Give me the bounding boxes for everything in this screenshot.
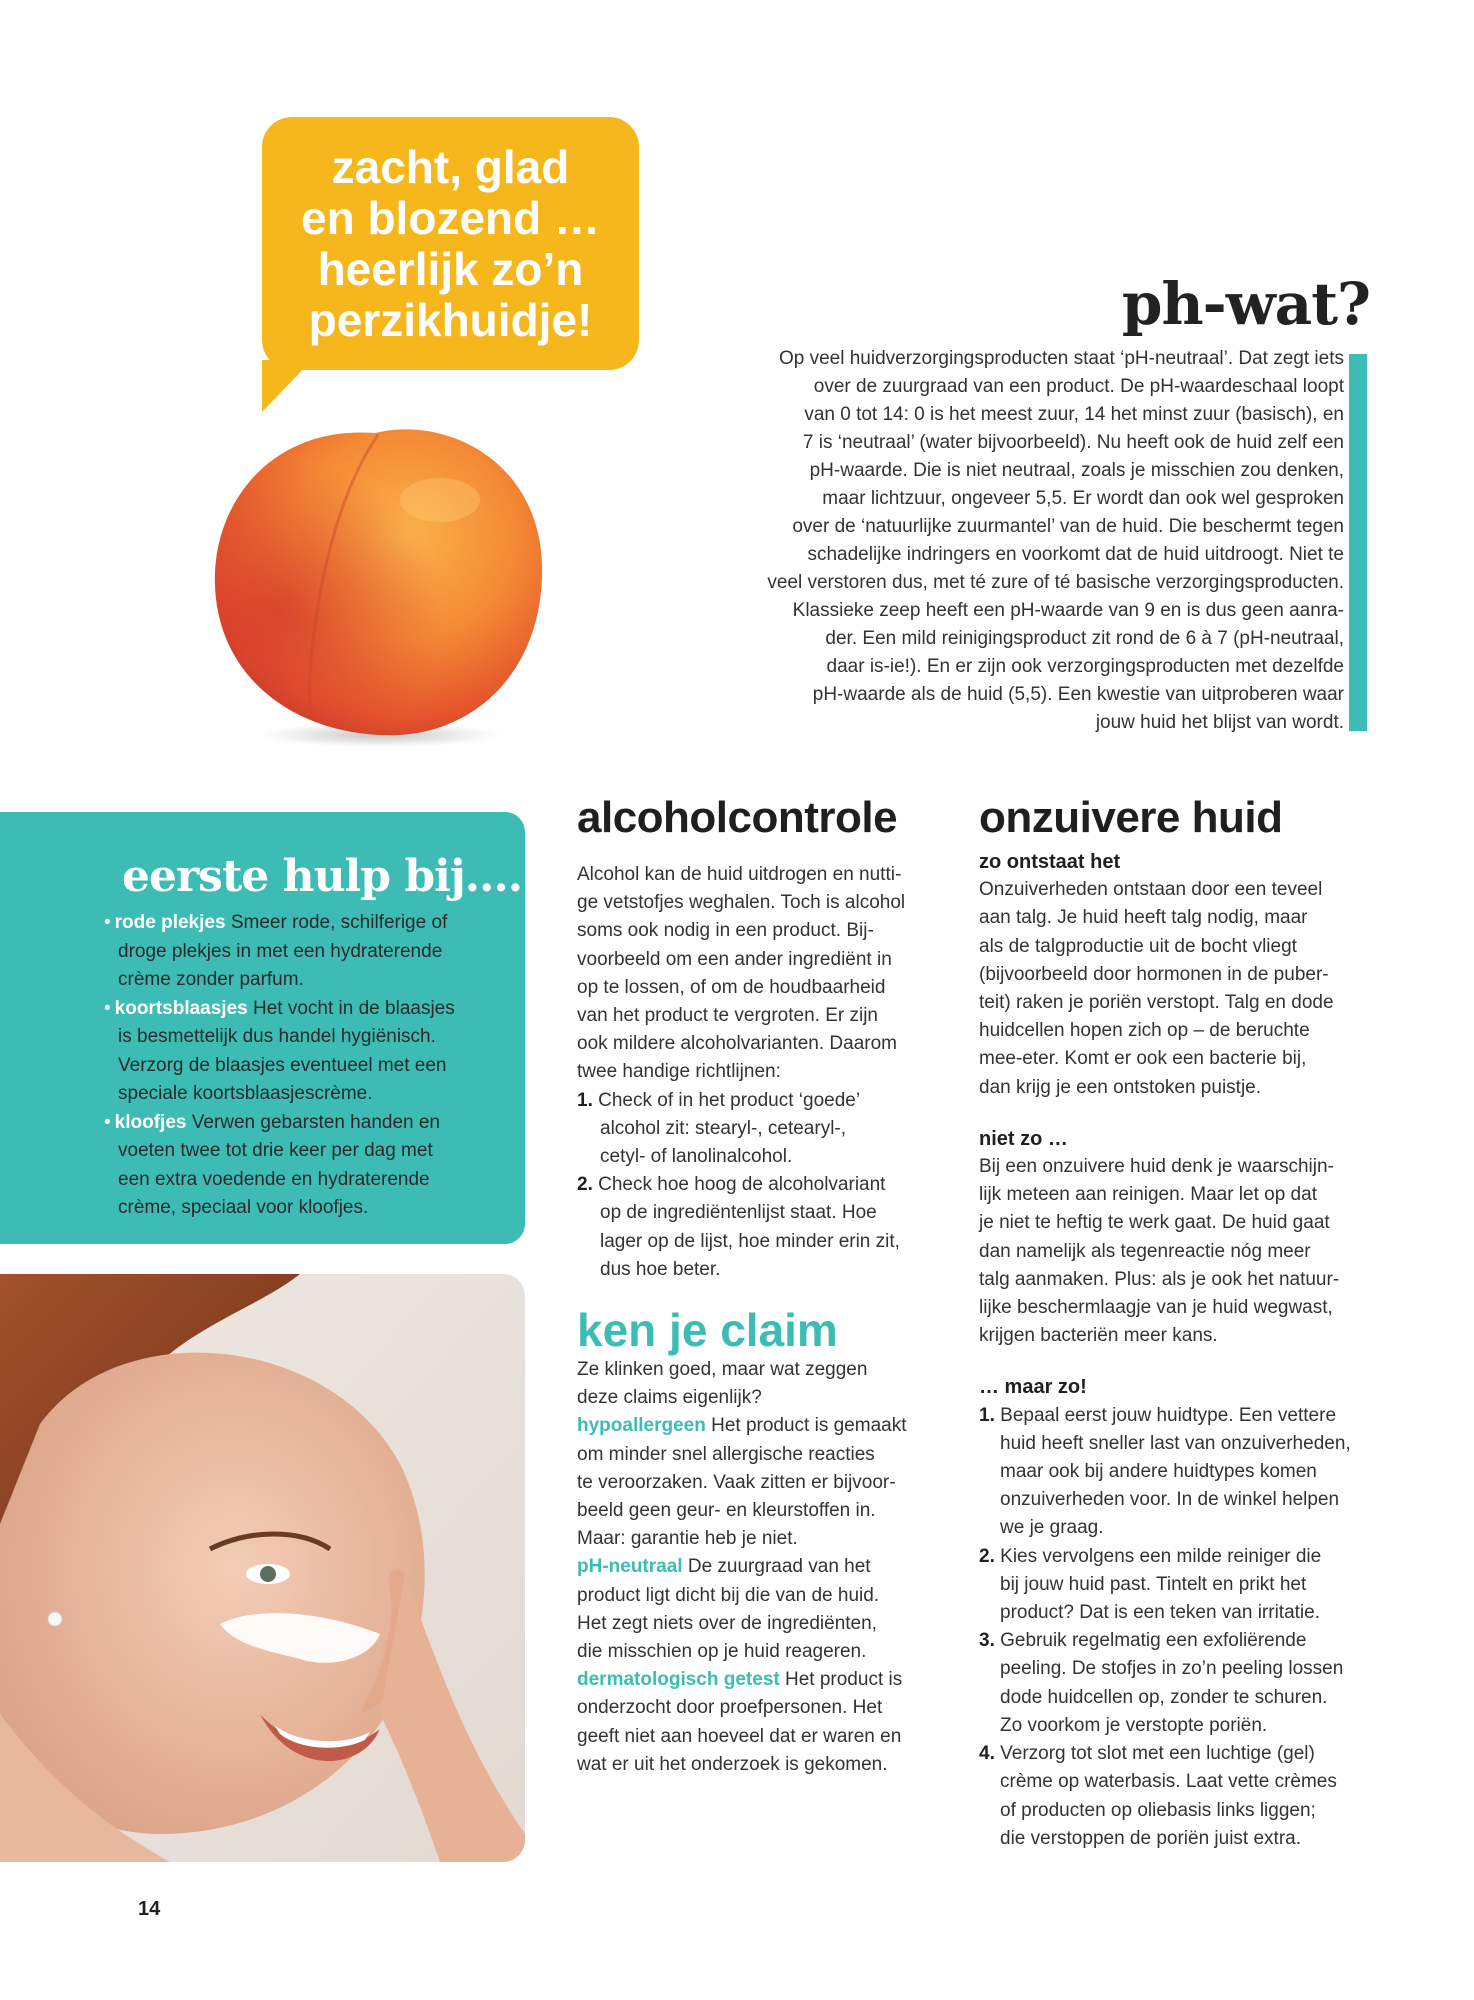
phwat-line: der. Een mild reinigingsproduct zit rond de 6 à 7 (pH-neutraal,	[825, 628, 1344, 649]
phwat-line: daar is-ie!). En er zijn ook verzorgingsproducten met dezelfde	[826, 656, 1344, 677]
claim-item: pH-neutraal De zuurgraad van het	[577, 1556, 871, 1578]
claim-item: dermatologisch getest Het product is	[577, 1669, 903, 1691]
phwat-line: pH-waarde als de huid (5,5). Een kwestie van uitproberen waar	[812, 684, 1344, 705]
subheading: … maar zo!	[979, 1376, 1087, 1399]
alcohol-title: alcoholcontrole	[577, 793, 898, 842]
quote-line: zacht, glad	[331, 140, 570, 193]
bullet-icon: •	[104, 912, 111, 933]
phwat-line: Op veel huidverzorgingsproducten staat ‘pH-neutraal’. Dat zegt iets	[778, 348, 1344, 369]
keyword: hypoallergeen	[577, 1415, 706, 1437]
phwat-line: Klassieke zeep heeft een pH-waarde van 9 en is dus geen aanra-	[792, 600, 1344, 621]
first-aid-list: • rode plekjes Smeer rode, schilferige of droge plekjes in met een hydraterende crème zonder parfum. • koortsblaasjes Het vocht in de blaasjes is besmettelijk dus handel hygiënisch. Verzorg de blaasjes eventueel met een speciale koortsblaasjescrème. • kloofjes Verwen gebarsten handen en voeten twee tot drie keer per dag met een extra voedende en hydraterende crème, speciaal voor kloofjes.	[104, 909, 504, 1223]
keyword: dermatologisch getest	[577, 1669, 780, 1691]
list-item: 2. Kies vervolgens een milde reiniger die	[979, 1545, 1322, 1567]
phwat-line: van 0 tot 14: 0 is het meest zuur, 14 het minst zuur (basisch), en	[804, 404, 1344, 425]
claim-title: ken je claim	[577, 1304, 838, 1356]
alcohol-body: Alcohol kan de huid uitdrogen en nutti- ge vetstofjes weghalen. Toch is alcohol soms ook nodig in een product. Bij- voorbeeld om een ander ingrediënt in op te lossen, of om de houdbaarheid van het product te vergroten. Er zijn ook mildere alcoholvarianten. Daarom twee handige richtlijnen: 1. Check of in het product ‘goede’ alcohol zit: stearyl-, cetearyl-, cetyl- of lanolinalcohol. 2. Check hoe hoog de alcoholvariant op de ingrediëntenlijst staat. Hoe lager op de lijst, hoe minder erin zit, dus hoe beter.	[577, 861, 937, 1284]
quote-line: en blozend …	[301, 191, 600, 244]
phwat-title: ph-wat?	[1121, 270, 1370, 338]
list-item: 1. Bepaal eerst jouw huidtype. Een vettere	[979, 1404, 1337, 1426]
phwat-line: over de zuurgraad van een product. De pH-waardeschaal loopt	[813, 376, 1344, 397]
bullet-icon: •	[104, 997, 111, 1019]
list-item: 3. Gebruik regelmatig een exfoliërende	[979, 1630, 1307, 1652]
list-item: 1. Check of in het product ‘goede’	[577, 1089, 861, 1111]
accent-bar	[1349, 354, 1367, 731]
phwat-line: 7 is ‘neutraal’ (water bijvoorbeeld). Nu heeft ook de huid zelf een	[802, 432, 1344, 453]
list-item: • kloofjes Verwen gebarsten handen en	[104, 1111, 440, 1133]
keyword: kloofjes	[114, 1111, 187, 1133]
page-number: 14	[138, 1898, 161, 1920]
subheading: zo ontstaat het	[979, 851, 1121, 873]
list-item: • rode plekjes Smeer rode, schilferige of	[104, 912, 448, 933]
bullet-icon: •	[104, 1111, 111, 1133]
first-aid-title: eerste hulp bij….	[122, 851, 523, 902]
keyword: pH-neutraal	[577, 1556, 683, 1578]
quote-text	[281, 142, 620, 346]
woman-photo	[0, 1274, 525, 1862]
phwat-body	[704, 345, 1344, 737]
list-item: 2. Check hoe hoog de alcoholvariant	[577, 1174, 886, 1196]
subheading: niet zo …	[979, 1127, 1068, 1150]
phwat-line: schadelijke indringers en voorkomt dat de huid uitdroogt. Niet te	[807, 544, 1344, 565]
claim-body: Ze klinken goed, maar wat zeggen deze claims eigenlijk? hypoallergeen Het product is gemaakt om minder snel allergische reacties te veroorzaken. Vaak zitten er bijvoor- beeld geen geur- en kleurstoffen in. Maar: garantie heb je niet. pH-neutraal De zuurgraad van het product ligt dicht bij die van de huid. Het zegt niets over de ingrediënten, die misschien op je huid reageren. dermatologisch getest Het product is onderzocht door proefpersonen. Het geeft niet aan hoeveel dat er waren en wat er uit het onderzoek is gekomen.	[577, 1356, 937, 1779]
quote-line: perzikhuidje!	[308, 293, 593, 346]
keyword: rode plekjes	[114, 912, 226, 933]
phwat-line: jouw huid het blijst van wordt.	[1095, 712, 1344, 733]
impure-skin-title: onzuivere huid	[979, 793, 1283, 842]
quote-bubble	[262, 117, 639, 370]
phwat-line: veel verstoren dus, met té zure of té basische verzorgingsproducten.	[767, 572, 1344, 593]
phwat-line: over de ‘natuurlijke zuurmantel’ van de huid. Die beschermt tegen	[792, 516, 1344, 537]
phwat-line: maar lichtzuur, ongeveer 5,5. Er wordt dan ook wel gesproken	[822, 488, 1344, 509]
keyword: koortsblaasjes	[114, 997, 248, 1019]
list-item: • koortsblaasjes Het vocht in de blaasjes	[104, 997, 455, 1019]
peach-image	[200, 405, 550, 755]
phwat-line: pH-waarde. Die is niet neutraal, zoals je misschien zou denken,	[809, 460, 1344, 481]
quote-line: heerlijk zo’n	[317, 242, 584, 295]
impure-skin-body: zo ontstaat het Onzuiverheden ontstaan door een teveel aan talg. Je huid heeft talg nodig, maar als de talgproductie uit de bocht vliegt (bijvoorbeeld door hormonen in de puber- teit) raken je poriën verstopt. Talg en dode huidcellen hopen zich op – de beruchte mee-eter. Komt er ook een bacterie bij, dan krijg je een ontstoken puistje. niet zo … Bij een onzuivere huid denk je waarschijn- lijk meteen aan reinigen. Maar let op dat je niet te heftig te werk gaat. De huid gaat dan namelijk als tegenreactie nóg meer talg aanmaken. Plus: als je ook het natuur- lijke beschermlaagje van je huid wegwast, krijgen bacteriën meer kans. … maar zo! 1. Bepaal eerst jouw huidtype. Een vettere huid heeft sneller last van onzuiverheden, maar ook bij andere huidtypes komen onzuiverheden voor. In de winkel helpen we je graag. 2. Kies vervolgens een milde reiniger die bij jouw huid past. Tintelt en prikt het product? Dat is een teken van irritatie. 3. Gebruik regelmatig een exfoliërende peeling. De stofjes in zo’n peeling lossen dode huidcellen op, zonder te schuren. Zo voorkom je verstopte poriën. 4. Verzorg tot slot met een luchtige (gel) crème op waterbasis. Laat vette crèmes of producten op oliebasis links liggen; die verstoppen de poriën juist extra.	[979, 848, 1379, 1853]
claim-item: hypoallergeen Het product is gemaakt	[577, 1415, 907, 1437]
list-item: 4. Verzorg tot slot met een luchtige (gel)	[979, 1743, 1315, 1765]
